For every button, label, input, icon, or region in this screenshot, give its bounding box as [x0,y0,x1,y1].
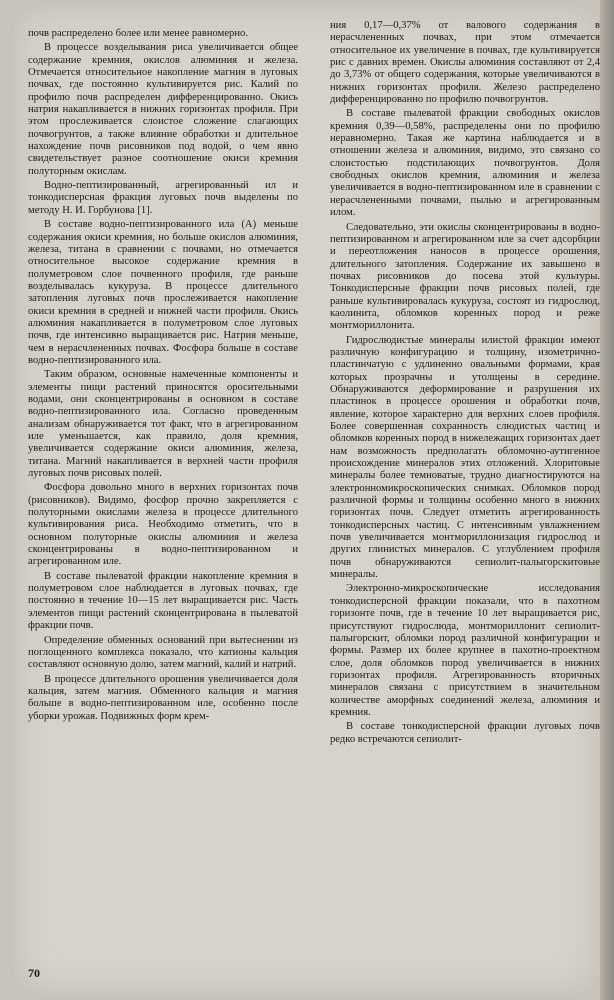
paragraph: В составе водно-пептизированного ила (А) меньше содержания окиси кремния, но больше окислов алюминия, железа, титана в сравнении с почвами, но отмечается относительное высокое содержание кремния в полуметровом слое почвенного профиля, где раньше возделывалась кукуруза. В процессе длительного затопления луговых почв прослеживается накопление окиси кремния в средней и нижней части профиля. Окись алюминия накапливается в полуметровом слое луговых почв, где интенсивно выращивается рис. Натрия меньше, чем в нерасчлененных почвах. Фосфора больше в составе водно-пептизированного ила. [28,219,298,366]
paragraph: В составе пылеватой фракции накопление кремния в полуметровом слое наблюдается в луговых почвах, где постоянно в течение 10—15 лет выращивается рис. Часть элементов пищи растений сконцентрирована в пылеватой фракции почв. [28,570,298,632]
paragraph: В процессе возделывания риса увеличивается общее содержание кремния, окислов алюминия и железа. Отмечается относительное накопление магния в луговых почвах, где постоянно культивируется рис. Калий по профилю почв распределен дифференцированно. Окись натрия накапливается в нижних горизонтах профиля. При этом прослеживается слоистое сложение слагающих почвогрунтов, а также влияние обработки и длительное нахождение почв рисовников под водой, о чем явно свидетельствует разное соотношение окиси кремния полуторным окислам. [28,42,298,177]
paragraph: Таким образом, основные намеченные компоненты и элементы пищи растений приносятся оросительными водами, они сконцентрированы в основном в составе водно-пептизированного ила. Согласно проведенным анализам обнаруживается тот факт, что в агрегированном иле уменьшается, как правило, доля кремния, увеличивается содержание окиси алюминия, железа, титана. Магний накапливается в верхней части профиля луговых почв рисовых полей. [28,369,298,480]
paragraph: Электронно-микроскопические исследования тонкодисперсной фракции показали, что в пахотном горизонте почв, где в течение 10 лет выращивается рис, присутствуют гидрослюда, монтмориллонит сепиолит-палыгорскит, обломки пород различной конфигурации и формы. Размер их более крупнее в пахотно-проектном слое, доля обломков пород увеличивается в нижних горизонтах профиля. Агрегированность вторичных минералов связана с присутствием в значительном количестве аморфных соединений железа, алюминия и кремния. [330,583,600,718]
paragraph: ния 0,17—0,37% от валового содержания в нерасчлененных почвах, при этом отмечается относительное их увеличение в почвах, где культивируется рис с давних времен. Окислы алюминия составляют от 2,4 до 3,73% от общего содержания, которые увеличиваются в нижних горизонтах профиля. Железо распределено дифференцированно по профилю почвогрунтов. [330,20,600,106]
page-edge [600,0,614,1000]
paragraph: В составе тонкодисперсной фракции луговых почв редко встречаются сепиолит- [330,721,600,745]
paragraph: Гидрослюдистые минералы илистой фракции имеют различную конфигурацию и толщину, изометрично-пластинчатую с удлиненно овальными формами, края которых прозрачны и утолщены в середине. Обнаруживаются деформирование и разрушения их пластинок в процессе орошения и обработки почв, явление, которое характерно для верхних слоев профиля. Более совершенная сохранность слюдистых частиц и обломков коренных пород в нижележащих горизонтах дает нам возможность предполагать обломочно-аутигенное происхождение минералов этих отложений. Хлоритовые минералы более темноватые, трудно диагностируются на электронномикроскопических снимках. Обломков пород различной формы и толщины особенно много в нижних горизонтах почв. Следует отметить агрегированность тонкодисперсных частиц. С интенсивным увлажнением почв увеличивается монтмориллонизация гидрослюд и других глинистых минералов. С углублением профиля почв обнаруживаются сепиолит-палыгорскитовые минералы. [330,334,600,581]
paragraph: В составе пылеватой фракции свободных окислов кремния 0,39—0,58%, распределены они по профилю неравномерно. Такая же картина наблюдается и в отношении железа и алюминия, видимо, это связано со слоистостью подстилающих почвогрунтов. Доля свободных окислов кремния, алюминия и железа увеличивается в водно-пептизированном иле в сравнении с нерасчлененными почвами, пылью и агрегированным илом. [330,108,600,219]
paragraph: Водно-пептизированный, агрегированный ил и тонкодисперсная фракция луговых почв выделены по методу Н. И. Горбунова [1]. [28,180,298,216]
paragraph: Фосфора довольно много в верхних горизонтах почв (рисовников). Видимо, фосфор прочно закрепляется с полуторными окислами железа в процессе длительного культивирования риса. Необходимо отметить, что в основном полуторные окислы алюминия и железа сконцентрированы в водно-пептизированном и агрегированном иле. [28,482,298,568]
right-column [330,20,600,748]
paragraph: В процессе длительного орошения увеличивается доля кальция, затем магния. Обменного кальция и магния больше в водно-пептизированном иле, особенно после уборки урожая. Подвижных форм крем- [28,673,298,722]
paragraph: Следовательно, эти окислы сконцентрированы в водно-пептизированном и агрегированном иле за счет адсорбции и переотложения наносов в процессе орошения, длительного затопления. Содержание их завышено в почвах рисовников до посева этой культуры. Тонкодисперсные фракции почв рисовых полей, где раньше культивировалась кукуруза, состоят из гидрослюд, каолинита, обломков коренных пород и реже монтмориллонита. [330,221,600,332]
paragraph: почв распределено более или менее равномерно. [28,28,248,39]
paragraph: Определение обменных оснований при вытеснении из поглощенного комплекса показало, что катионы кальция составляют основную долю, затем магний, калий и натрий. [28,634,298,671]
left-column [28,28,298,725]
book-page [14,6,600,994]
page-number: 70 [28,966,40,980]
